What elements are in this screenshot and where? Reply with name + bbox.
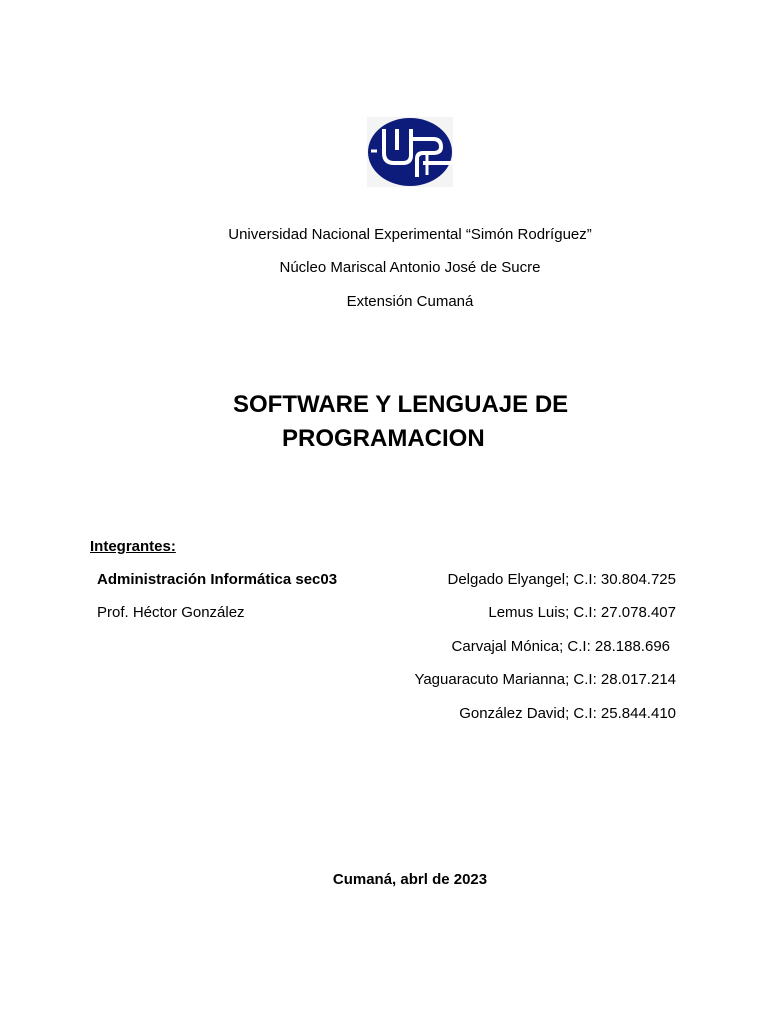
extension-name: Extensión Cumaná [346,293,474,310]
member-item: Yaguaracuto Marianna; C.I: 28.017.214 [414,671,676,688]
member-item: Carvajal Mónica; C.I: 28.188.696 [451,638,670,655]
nucleo-name: Núcleo Mariscal Antonio José de Sucre [279,259,541,276]
member-item: Delgado Elyangel; C.I: 30.804.725 [447,571,676,588]
university-name: Universidad Nacional Experimental “Simón Rodríguez” [228,226,592,243]
university-logo [367,117,453,187]
document-title-line-1: SOFTWARE Y LENGUAJE DE [233,391,569,418]
course-name: Administración Informática sec03 [97,571,338,588]
place-and-date: Cumaná, abrl de 2023 [332,871,488,888]
member-item: González David; C.I: 25.844.410 [459,705,676,722]
integrantes-label: Integrantes: [90,538,176,555]
document-title-line-2: PROGRAMACION [282,425,485,452]
professor-name: Prof. Héctor González [97,604,245,621]
member-item: Lemus Luis; C.I: 27.078.407 [488,604,676,621]
